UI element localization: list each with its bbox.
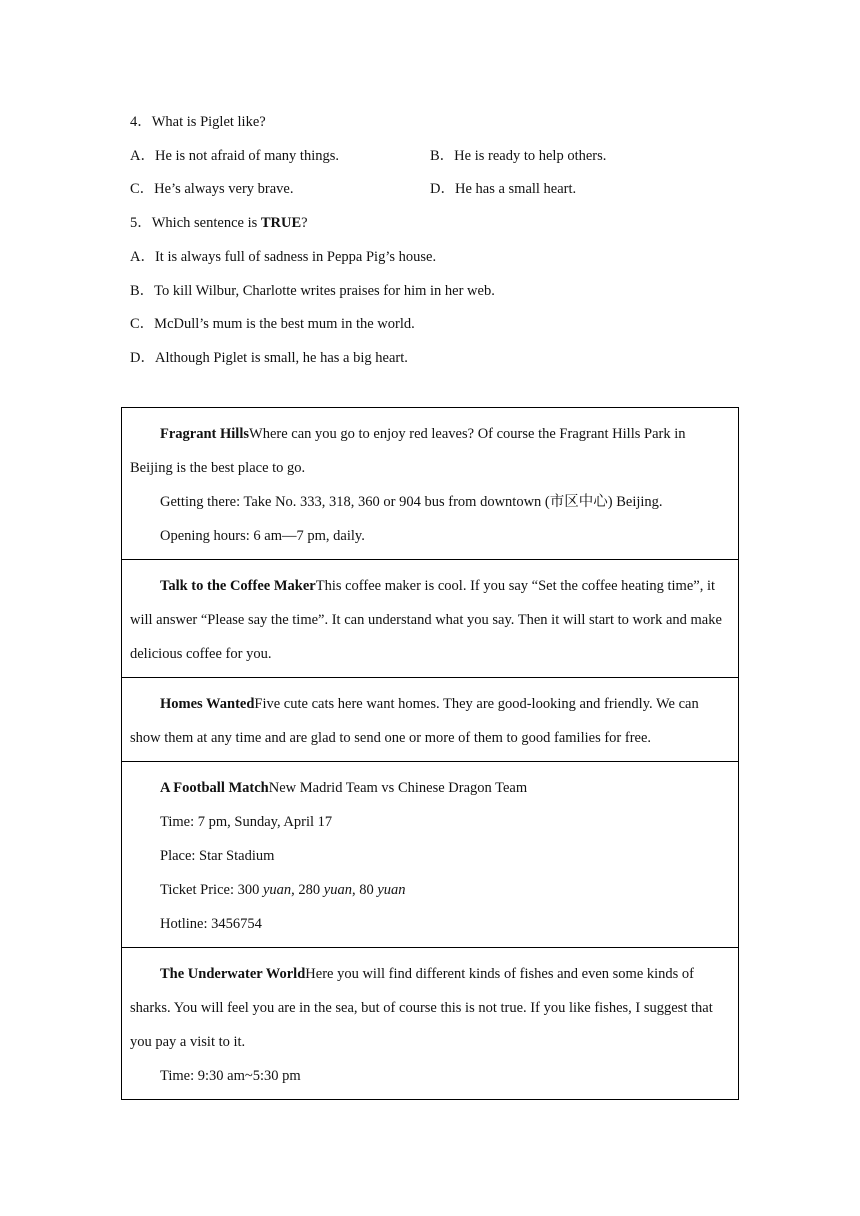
q4-option-c: C．He’s always very brave. <box>130 181 294 197</box>
ad-row-football-match <box>122 762 739 948</box>
q5-stem-pre: 5．Which sentence is <box>130 215 261 231</box>
football-match-text: New Madrid Team vs Chinese Dragon Team <box>268 780 528 796</box>
ticket-price-unit: yuan <box>262 882 292 898</box>
football-match-time: Time: 7 pm, Sunday, April 17 <box>160 814 333 830</box>
homes-wanted-title: Homes Wanted <box>160 696 255 712</box>
ticket-price-label: Ticket Price: 300 <box>160 882 263 898</box>
ad-row-homes-wanted <box>122 678 739 762</box>
q4-stem: 4．What is Piglet like? <box>130 114 266 130</box>
football-match-paragraph <box>130 771 730 805</box>
coffee-maker-text: This coffee maker is cool. If you say “Set the coffee heating time”, it will answer “Please say the time”. It can understand what you say. Then it will start to work and make delicious coffee for you. <box>130 578 722 662</box>
ads-table <box>121 407 739 1100</box>
ad-row-underwater-world <box>122 948 739 1100</box>
ad-cell-football-match <box>122 762 739 948</box>
fragrant-hills-text: Where can you go to enjoy red leaves? Of course the Fragrant Hills Park in Beijing is the best place to go. <box>130 426 686 476</box>
underwater-world-time: Time: 9:30 am~5:30 pm <box>160 1068 301 1084</box>
ad-row-coffee-maker <box>122 560 739 678</box>
ticket-price-2: , 280 <box>291 882 324 898</box>
ad-cell-coffee-maker <box>122 560 739 678</box>
q5-stem-post: ? <box>301 215 308 231</box>
underwater-world-paragraph <box>130 957 730 1059</box>
q4-option-a: A．He is not afraid of many things. <box>130 148 340 164</box>
q4-option-b: B．He is ready to help others. <box>430 148 607 164</box>
ticket-price-unit: yuan <box>377 882 406 898</box>
q5-stem <box>130 213 308 233</box>
q5-option-a: A．It is always full of sadness in Peppa Pig’s house. <box>130 249 437 265</box>
ticket-price-unit: yuan <box>323 882 352 898</box>
q5-option-b: B．To kill Wilbur, Charlotte writes praises for him in her web. <box>130 283 495 299</box>
ad-cell-fragrant-hills <box>122 408 739 560</box>
q5-stem-bold: TRUE <box>260 215 302 231</box>
homes-wanted-text: Five cute cats here want homes. They are good-looking and friendly. We can show them at any time and are glad to send one or more of them to good families for free. <box>130 696 699 746</box>
football-match-hotline: Hotline: 3456754 <box>160 916 262 932</box>
underwater-world-title: The Underwater World <box>160 966 306 982</box>
coffee-maker-paragraph <box>130 569 730 671</box>
ad-cell-underwater-world <box>122 948 739 1100</box>
ad-cell-homes-wanted <box>122 678 739 762</box>
ad-row-fragrant-hills <box>122 408 739 560</box>
football-match-title: A Football Match <box>160 780 269 796</box>
homes-wanted-paragraph <box>130 687 730 755</box>
football-match-place: Place: Star Stadium <box>160 848 275 864</box>
q5-option-c: C．McDull’s mum is the best mum in the world. <box>130 316 415 332</box>
fragrant-hills-paragraph <box>130 417 730 485</box>
coffee-maker-title: Talk to the Coffee Maker <box>160 578 316 594</box>
fragrant-hills-getting-there: Getting there: Take No. 333, 318, 360 or 904 bus from downtown (市区中心) Beijing. <box>160 494 663 510</box>
q5-option-d: D．Although Piglet is small, he has a big heart. <box>130 350 408 366</box>
fragrant-hills-opening-hours: Opening hours: 6 am—7 pm, daily. <box>160 528 365 544</box>
fragrant-hills-title: Fragrant Hills <box>160 426 250 442</box>
q4-option-d: D．He has a small heart. <box>430 181 577 197</box>
football-match-ticket-price <box>130 873 730 907</box>
underwater-world-text: Here you will find different kinds of fishes and even some kinds of sharks. You will feel you are in the sea, but of course this is not true. If you like fishes, I suggest that you pay a visit to it. <box>130 966 713 1050</box>
ticket-price-3: , 80 <box>351 882 378 898</box>
